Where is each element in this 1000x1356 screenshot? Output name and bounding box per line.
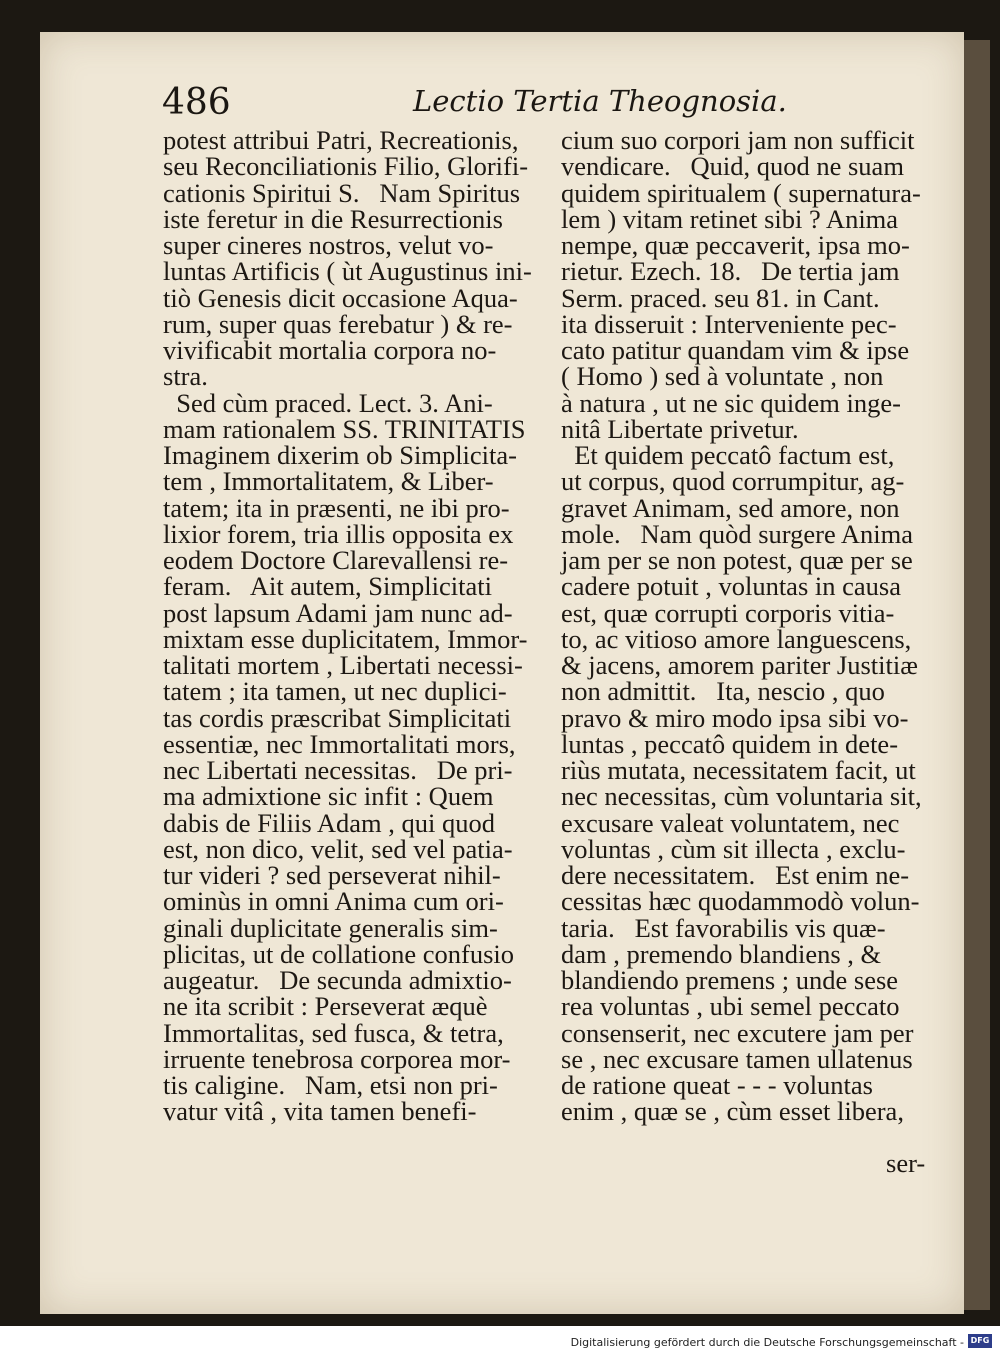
text-line: taria. Est favorabilis vis quæ- xyxy=(561,912,886,943)
text-line: pravo & miro modo ipsa sibi vo- xyxy=(561,702,909,733)
text-line: augeatur. De secunda admixtio- xyxy=(163,965,512,995)
page-edge xyxy=(960,40,990,1310)
text-line: to, ac vitioso amore languescens, xyxy=(561,623,912,654)
text-line: nempe, quæ peccaverit, ipsa mo- xyxy=(561,230,910,260)
text-line: tis caligine. Nam, etsi non pri- xyxy=(163,1070,498,1100)
text-line: à natura , ut ne sic quidem inge- xyxy=(561,387,901,418)
text-line: nitâ Libertate privetur. xyxy=(561,413,799,444)
running-head: Lectio Tertia Theognosia. xyxy=(413,84,787,118)
text-line: lixior forem, tria illis opposita ex xyxy=(163,518,514,549)
text-line: Sed cùm praced. Lect. 3. Ani- xyxy=(163,387,493,418)
text-line: gravet Animam, sed amore, non xyxy=(561,492,900,523)
text-line: dere necessitatem. Est enim ne- xyxy=(561,860,910,890)
text-line: tatem; ita in præsenti, ne ibi pro- xyxy=(163,492,510,523)
text-line: est, non dico, velit, sed vel patia- xyxy=(163,833,513,864)
text-line: quidem spiritualem ( supernatura- xyxy=(561,177,921,208)
text-line: riùs mutata, necessitatem facit, ut xyxy=(561,755,916,785)
text-line: rietur. Ezech. 18. De tertia jam xyxy=(561,256,900,287)
text-line: & jacens, amorem pariter Justitiæ xyxy=(561,650,918,680)
text-line: rea voluntas , ubi semel peccato xyxy=(561,991,900,1022)
text-line: iste feretur in die Resurrectionis xyxy=(163,203,503,234)
text-line: Imaginem dixerim ob Simplicita- xyxy=(163,440,517,470)
text-line: voluntas , cùm sit illecta , exclu- xyxy=(561,833,906,864)
text-line: dabis de Filiis Adam , qui quod xyxy=(163,807,495,838)
text-line: ominùs in omni Anima cum ori- xyxy=(163,886,504,917)
text-line: de ratione queat - - - voluntas xyxy=(561,1070,873,1100)
left-column xyxy=(163,127,545,1125)
text-line: seu Reconciliationis Filio, Glorifi- xyxy=(163,151,529,182)
text-line: tur videri ? sed perseverat nihil- xyxy=(163,860,501,890)
text-line: Et quidem peccatô factum est, xyxy=(561,440,895,470)
text-line: blandiendo premens ; unde sese xyxy=(561,965,899,995)
text-line: vendicare. Quid, quod ne suam xyxy=(561,151,904,182)
text-line: non admittit. Ita, nescio , quo xyxy=(561,676,885,707)
text-line: super cineres nostros, velut vo- xyxy=(163,230,494,260)
text-line: cessitas hæc quodammodò volun- xyxy=(561,886,920,917)
text-line: ita disseruit : Interveniente pec- xyxy=(561,308,897,339)
right-column xyxy=(561,127,946,1125)
text-line: eodem Doctore Clarevallensi re- xyxy=(163,545,509,575)
catchword: ser- xyxy=(886,1148,926,1178)
text-line: tatem ; ita tamen, ut nec duplici- xyxy=(163,676,507,707)
text-line: vatur vitâ , vita tamen benefi- xyxy=(163,1096,477,1127)
text-line: tem , Immortalitatem, & Liber- xyxy=(163,466,494,497)
text-line: ne ita scribit : Perseverat æquè xyxy=(163,991,488,1022)
text-line: mixtam esse duplicitatem, Immor- xyxy=(163,623,528,654)
text-line: ( Homo ) sed à voluntate , non xyxy=(561,361,884,392)
text-line: tas cordis præscribat Simplicitati xyxy=(163,702,512,733)
text-line: Serm. praced. seu 81. in Cant. xyxy=(561,282,880,313)
text-line: post lapsum Adami jam nunc ad- xyxy=(163,597,513,628)
text-line: luntas Artificis ( ùt Augustinus ini- xyxy=(163,256,532,287)
text-line: nec Libertati necessitas. De pri- xyxy=(163,755,513,785)
text-line: ginali duplicitate generalis sim- xyxy=(163,912,498,943)
text-line: est, quæ corrupti corporis vitia- xyxy=(561,597,895,628)
text-line: mole. Nam quòd surgere Anima xyxy=(561,518,914,549)
text-line: rum, super quas ferebatur ) & re- xyxy=(163,308,513,339)
text-line: jam per se non potest, quæ per se xyxy=(561,545,913,575)
text-line: plicitas, ut de collatione confusio xyxy=(163,938,515,969)
text-line: stra. xyxy=(163,361,208,392)
text-line: nec necessitas, cùm voluntaria sit, xyxy=(561,781,922,812)
text-line: lem ) vitam retinet sibi ? Anima xyxy=(561,203,899,234)
text-line: talitati mortem , Libertati necessi- xyxy=(163,650,523,680)
text-line: enim , quæ se , cùm esset libera, xyxy=(561,1096,904,1127)
dfg-logo: DFG xyxy=(968,1334,992,1348)
page-number: 486 xyxy=(162,82,231,123)
text-line: potest attribui Patri, Recreationis, xyxy=(163,125,519,155)
text-line: tiò Genesis dicit occasione Aqua- xyxy=(163,282,518,313)
text-line: cadere potuit , voluntas in causa xyxy=(561,571,901,602)
text-line: irruente tenebrosa corporea mor- xyxy=(163,1043,511,1074)
text-line: Immortalitas, sed fusca, & tetra, xyxy=(163,1017,504,1048)
text-line: essentiæ, nec Immortalitati mors, xyxy=(163,728,516,759)
text-line: dam , premendo blandiens , & xyxy=(561,938,882,969)
text-line: se , nec excusare tamen ullatenus xyxy=(561,1043,913,1074)
text-line: mam rationalem SS. TRINITATIS xyxy=(163,413,526,444)
text-line: luntas , peccatô quidem in dete- xyxy=(561,728,899,759)
text-line: cium suo corpori jam non sufficit xyxy=(561,125,915,155)
text-line: consenserit, nec excutere jam per xyxy=(561,1017,914,1048)
text-line: excusare valeat voluntatem, nec xyxy=(561,807,900,838)
text-line: ut corpus, quod corrumpitur, ag- xyxy=(561,466,905,497)
text-line: vivificabit mortalia corpora no- xyxy=(163,335,497,365)
text-line: feram. Ait autem, Simplicitati xyxy=(163,571,492,602)
text-line: ma admixtione sic infit : Quem xyxy=(163,781,494,812)
footer-credit: Digitalisierung gefördert durch die Deutsche Forschungsgemeinschaft - xyxy=(570,1336,964,1349)
text-line: cationis Spiritui S. Nam Spiritus xyxy=(163,177,521,208)
text-line: cato patitur quandam vim & ipse xyxy=(561,335,910,365)
